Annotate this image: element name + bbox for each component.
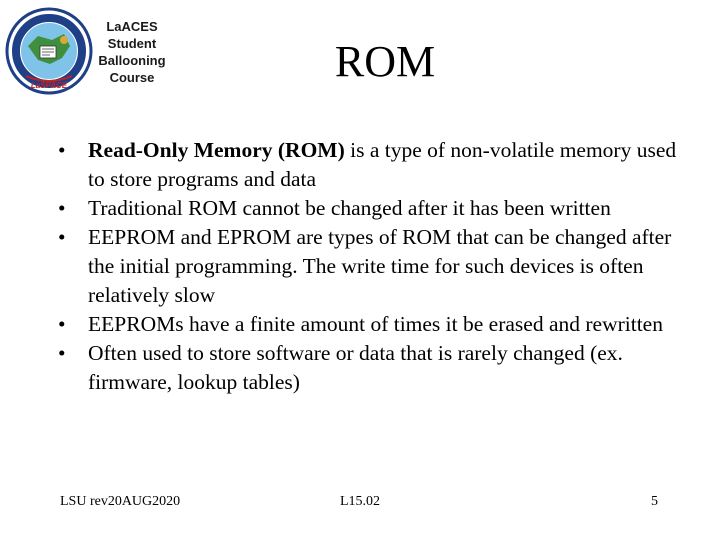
bullet-icon: • (58, 225, 66, 249)
svg-text:LaSPACE: LaSPACE (30, 81, 68, 90)
footer-page-number: 5 (651, 494, 658, 509)
bullet-text: Often used to store software or data that is rarely changed (ex. firmware, lookup tables) (88, 341, 623, 394)
logo-line: Ballooning (98, 53, 166, 68)
bullet-item (58, 310, 678, 339)
bullet-icon: • (58, 341, 66, 365)
logo-text (92, 18, 172, 86)
bullet-text: is a type of non-volatile memory used to store programs and data (88, 138, 677, 191)
bullet-item (58, 194, 678, 223)
logo-line: LaACES (106, 19, 158, 34)
laspace-seal-icon (4, 6, 94, 96)
bullet-text: EEPROMs have a finite amount of times it be erased and rewritten (88, 312, 663, 336)
footer-revision: LSU rev20AUG2020 (60, 494, 181, 509)
logo-line: Student (107, 36, 157, 51)
bullet-text: EEPROM and EPROM are types of ROM that can be changed after the initial programming. The write time for such devices is often relatively slow (88, 225, 672, 307)
laaces-logo (4, 6, 174, 98)
bullet-icon: • (58, 196, 66, 220)
bullet-icon: • (58, 138, 66, 162)
bullet-item (58, 136, 678, 194)
bullet-icon: • (58, 312, 66, 336)
bullet-item (58, 223, 678, 310)
footer-lesson-code: L15.02 (340, 494, 381, 509)
bullet-list (58, 136, 678, 397)
slide-title: ROM (334, 37, 436, 86)
bullet-item (58, 339, 678, 397)
logo-line: Course (109, 70, 155, 85)
bullet-text: Traditional ROM cannot be changed after it has been written (88, 196, 611, 220)
bullet-bold: Read-Only Memory (ROM) (88, 138, 345, 162)
